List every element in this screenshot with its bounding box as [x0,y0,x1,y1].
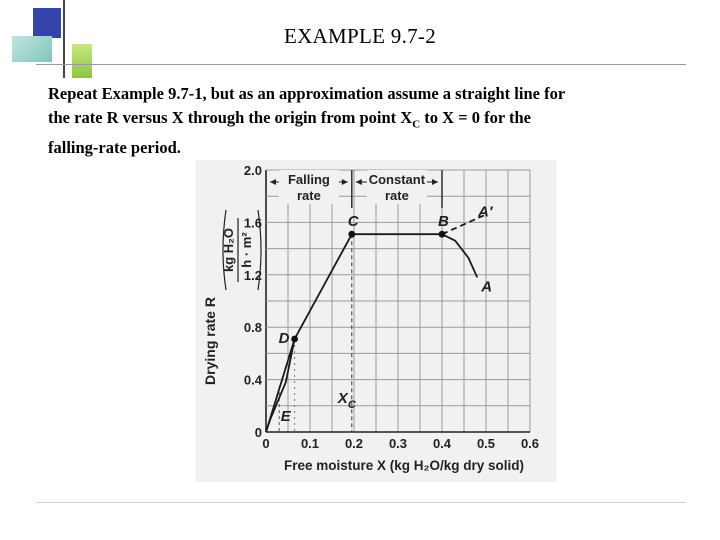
region-label-line1: Falling [287,172,330,187]
x-tick-label: 0.2 [344,436,364,451]
y-tick-label: 0.4 [243,372,262,388]
y-tick-label: 2.0 [243,163,262,178]
x-tick-label: 0.4 [432,436,452,451]
problem-line-1: Repeat Example 9.7-1, but as an approximation assume a straight line for [48,84,566,103]
problem-xc-subscript: C [412,118,421,131]
title-divider [36,64,686,65]
point-label-B: B [438,213,449,231]
problem-line-2-start: the rate R versus X through the origin from point X [48,108,413,127]
x-tick-label: 0.6 [520,436,540,451]
y-tick-label: 0 [254,425,262,440]
bottom-divider [36,502,686,503]
decor-green-square [72,44,92,78]
slide-title: EXAMPLE 9.7-2 [283,24,437,48]
problem-line-2 [48,106,688,136]
y-tick-label: 1.2 [243,267,262,283]
point-marker-C [348,231,355,238]
point-label-C: C [347,213,359,231]
y-tick-label: 0.8 [243,320,262,336]
y-tick-label: 1.6 [243,215,262,231]
y-axis-label: Drying rate R [202,297,218,385]
y-axis-units-denominator: h · m² [239,232,254,268]
region-label-line2: rate [384,188,409,203]
x-tick-label: 0.3 [388,436,408,451]
point-label-E: E [280,407,291,425]
point-marker-D [291,336,298,343]
point-marker-B [439,231,446,238]
drying-rate-figure [196,160,556,482]
drying-rate-chart [196,160,556,482]
xc-label: $X_C$ [337,390,356,412]
region-label-line1: Constant [368,172,426,187]
point-label-A: A [481,278,493,296]
x-axis-label: Free moisture X (kg H₂O/kg dry solid) [283,458,525,473]
x-tick-label: 0.1 [300,436,320,451]
problem-line-2-end: to X = 0 for the [420,108,531,127]
x-tick-label: 0.5 [476,436,496,451]
problem-line-3: falling-rate period. [48,138,181,158]
y-axis-units-numerator: kg H₂O [221,227,236,273]
region-label-line2: rate [296,188,321,203]
x-tick-label: 0 [262,436,270,451]
point-label-D: D [278,329,290,347]
point-label-A′: A′ [478,203,493,221]
problem-statement [48,82,688,160]
